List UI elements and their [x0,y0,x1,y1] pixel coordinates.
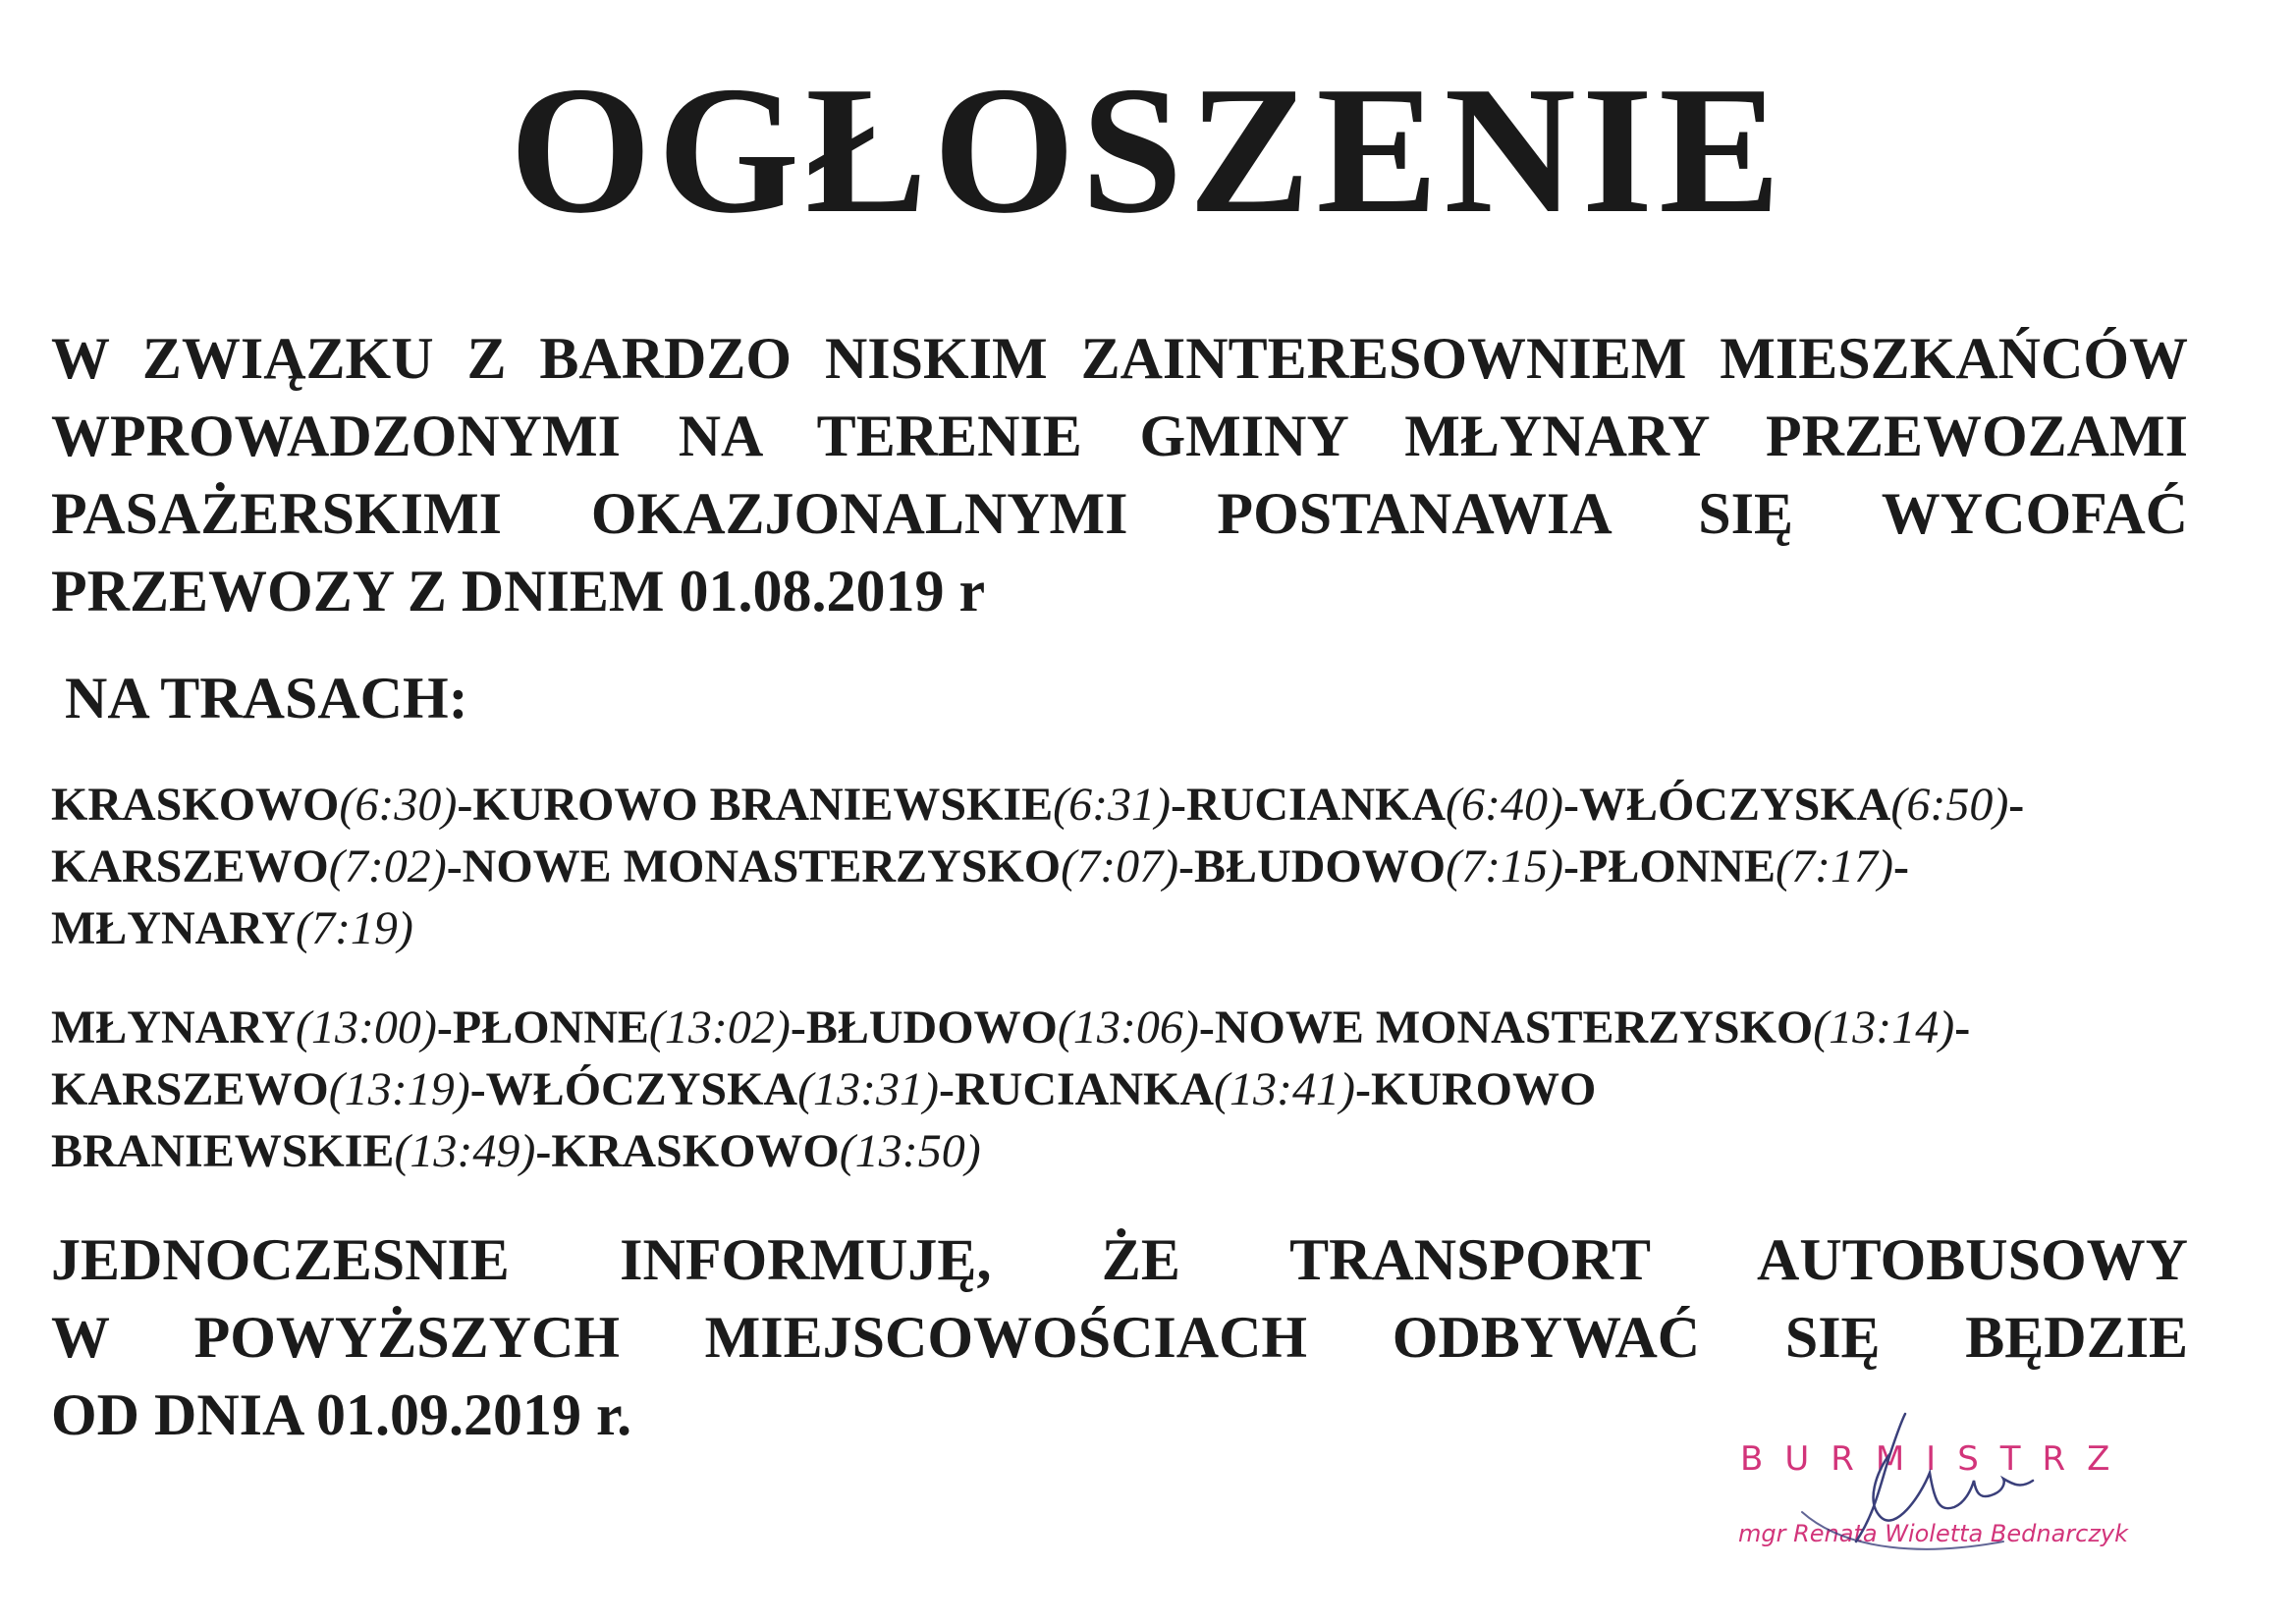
route-stop: -NOWE MONASTERZYSKO [1198,1001,1814,1054]
closing-line: JEDNOCZESNIE INFORMUJĘ, ŻE TRANSPORT AUTOBUSOWY [51,1227,2188,1292]
route-stop: -PŁONNE [1563,840,1777,893]
route-time: (6:50) [1890,779,2009,831]
route-stop: -KUROWO [1354,1063,1597,1115]
route-time: (7:07) [1061,840,1179,893]
route-line [51,997,2188,1058]
route-time: (7:02) [328,840,447,893]
intro-line: PRZEWOZY Z DNIEM 01.08.2019 r [51,559,986,623]
routes-heading: NA TRASACH: [65,666,468,730]
mayor-signature-stamp [1709,1394,2141,1571]
handwritten-signature-icon [1709,1394,2141,1571]
route-stop: -WŁÓCZYSKA [469,1063,798,1115]
intro-paragraph [51,320,2188,630]
route-time: (7:19) [295,902,413,954]
route-stop: -PŁONNE [436,1001,649,1054]
route-time: (6:40) [1446,779,1563,831]
route-stop: -WŁÓCZYSKA [1562,779,1891,831]
route-morning [51,774,2188,959]
page-title: OGŁOSZENIE [509,49,1787,251]
route-stop: BRANIEWSKIE [51,1125,395,1177]
route-line [51,1120,2188,1182]
route-time: (13:31) [797,1063,940,1115]
route-time: (13:50) [839,1125,981,1177]
route-time: (6:31) [1053,779,1172,831]
route-line [51,836,2188,897]
route-afternoon [51,997,2188,1182]
route-stop: -RUCIANKA [939,1063,1214,1115]
route-time: (7:17) [1776,840,1893,893]
route-stop: KARSZEWO [51,840,329,893]
route-time: (13:02) [648,1001,791,1054]
closing-line: OD DNIA 01.09.2019 r. [51,1382,632,1447]
route-stop: -BŁUDOWO [790,1001,1058,1054]
intro-line: PASAŻERSKIMI OKAZJONALNYMI POSTANAWIA SIĘ WYCOFAĆ [51,481,2188,546]
intro-line: WPROWADZONYMI NA TERENIE GMINY MŁYNARY PRZEWOZAMI [51,404,2188,468]
route-time: (13:19) [328,1063,470,1115]
route-time: (6:30) [339,779,458,831]
route-stop: MŁYNARY [51,902,296,954]
route-time: (13:06) [1057,1001,1199,1054]
route-stop: MŁYNARY [51,1001,296,1054]
route-stop: -BŁUDOWO [1178,840,1447,893]
route-stop: -KUROWO BRANIEWSKIE [457,779,1054,831]
route-line [51,897,2188,959]
route-stop: - [2008,779,2025,831]
route-stop: -RUCIANKA [1171,779,1447,831]
route-stop: - [1892,840,1909,893]
closing-line: W POWYŻSZYCH MIEJSCOWOŚCIACH ODBYWAĆ SIĘ BĘDZIE [51,1305,2188,1370]
route-time: (13:41) [1214,1063,1355,1115]
route-stop: -NOWE MONASTERZYSKO [446,840,1062,893]
route-time: (13:49) [394,1125,536,1177]
route-line [51,774,2188,836]
route-stop: KARSZEWO [51,1063,329,1115]
route-stop: - [1954,1001,1971,1054]
route-line [51,1058,2188,1120]
signature-title: BURMISTRZ [1740,1439,2132,1479]
intro-line: W ZWIĄZKU Z BARDZO NISKIM ZAINTERESOWNIEM MIESZKAŃCÓW [51,326,2188,391]
route-stop: KRASKOWO [51,779,340,831]
route-time: (13:00) [295,1001,437,1054]
route-time: (7:15) [1446,840,1564,893]
route-stop: -KRASKOWO [535,1125,840,1177]
route-time: (13:14) [1813,1001,1955,1054]
signature-name: mgr Renata Wioletta Bednarczyk [1738,1520,2129,1547]
